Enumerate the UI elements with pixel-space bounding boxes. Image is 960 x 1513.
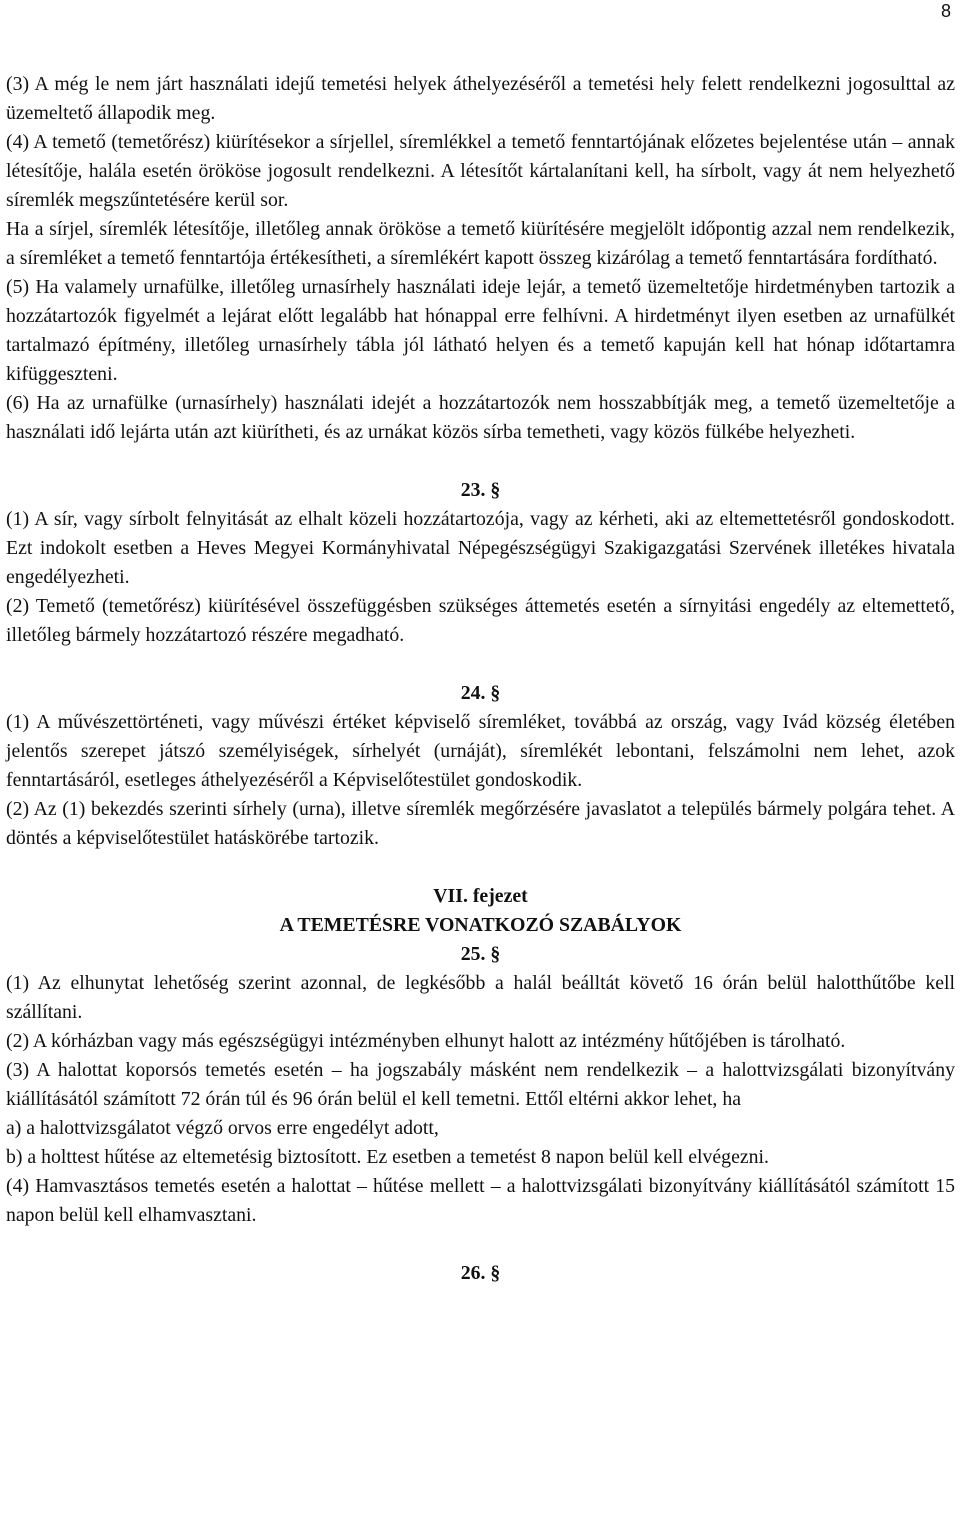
- paragraph-urnafulke-lejarat: (5) Ha valamely urnafülke, illetőleg urnasírhely használati ideje lejár, a temető üzemeltetője hirdetményben tartozik a hozzátartozók figyelmét a lejárat előtt legalább hat hónappal erre felhívni. A hirdetményt ilyen esetben az urnafülkét tartalmazó építmény, illetőleg urnasírhely tábla jól látható helyen és a temető kapuján kell hat hónap időtartamra kifüggeszteni.: [6, 276, 955, 385]
- paragraph-temeto-kiuritese: (4) A temető (temetőrész) kiürítésekor a sírjellel, síremlékkel a temető fenntartójának előzetes bejelentése után – annak létesítője, halála esetén örököse jogosult rendelkezni. A létesítőt kártalanítani kell, ha sírbolt, vagy át nem helyezhető síremlék megszűntetésére kerül sor.: [6, 131, 955, 211]
- chapter-title: A TEMETÉSRE VONATKOZÓ SZABÁLYOK: [279, 914, 682, 936]
- section-heading-23: 23. §: [460, 479, 501, 501]
- paragraph-sirnyitas-kerelem: (1) A sír, vagy sírbolt felnyitását az elhalt közeli hozzátartozója, vagy az kérheti, aki az eltemettetésről gondoskodott. Ezt indokolt esetben a Heves Megyei Kormányhivatal Népegészségügyi Szakigazgatási Szervének illetékes hivatala engedélyezheti.: [6, 508, 955, 588]
- paragraph-temetesi-helyek-athelyezese: (3) A még le nem járt használati idejű temetési helyek áthelyezéséről a temetési hely felett rendelkezni jogosulttal az üzemeltető állapodik meg.: [6, 73, 955, 124]
- list-item-a: a) a halottvizsgálatot végző orvos erre engedélyt adott,: [6, 1117, 439, 1139]
- section-heading-25: 25. §: [460, 943, 501, 965]
- paragraph-siremlek-ertekesitese: Ha a sírjel, síremlék létesítője, illetőleg annak örököse a temető kiürítésére megjelölt időpontig azzal nem rendelkezik, a síremléket a temető fenntartója értékesítheti, a síremlékért kapott összeg kizárólag a temető fenntartására fordítható.: [6, 218, 955, 269]
- document-body: [6, 70, 955, 1288]
- spacer: [6, 447, 955, 476]
- page-number: 8: [940, 1, 951, 21]
- paragraph-sirnyitasi-engedely: (2) Temető (temetőrész) kiürítésével összefüggésben szükséges áttemetés esetén a sírnyitási engedély az eltemettető, illetőleg bármely hozzátartozó részére megadható.: [6, 595, 955, 646]
- paragraph-koporsos-temetes: (3) A halottat koporsós temetés esetén – ha jogszabály másként nem rendelkezik – a halottvizsgálati bizonyítvány kiállításától számított 72 órán túl és 96 órán belül el kell temetni. Ettől eltérni akkor lehet, ha: [6, 1059, 955, 1110]
- section-heading-24: 24. §: [460, 682, 501, 704]
- paragraph-megorzesi-javaslat: (2) Az (1) bekezdés szerinti sírhely (urna), illetve síremlék megőrzésére javaslatot a település bármely polgára tehet. A döntés a képviselőtestület hatáskörébe tartozik.: [6, 798, 955, 849]
- paragraph-halotthuto-szallitas: (1) Az elhunytat lehetőség szerint azonnal, de legkésőbb a halál beálltát követő 16 órán belül halotthűtőbe kell szállítani.: [6, 972, 955, 1023]
- spacer: [6, 1230, 955, 1259]
- paragraph-muveszi-siremlekek: (1) A művészettörténeti, vagy művészi értéket képviselő síremléket, továbbá az ország, vagy Ivád község életében jelentős szerepet játszó személyiségek, sírhelyét (urnáját), síremlékét lebontani, felszámolni nem lehet, azok fenntartásáról, esetleges áthelyezéséről a Képviselőtestület gondoskodik.: [6, 711, 955, 791]
- paragraph-urnafulke-kiuritese: (6) Ha az urnafülke (urnasírhely) használati idejét a hozzátartozók nem hosszabbítják meg, a temető üzemeltetője a használati idő lejárta után azt kiürítheti, és az urnákat közös sírba temetheti, vagy közös fülkébe helyezheti.: [6, 392, 955, 443]
- chapter-number: VII. fejezet: [433, 885, 528, 907]
- list-item-b: b) a holttest hűtése az eltemetésig biztosított. Ez esetben a temetést 8 napon belül kell elvégezni.: [6, 1146, 769, 1168]
- paragraph-korhazi-tarolas: (2) A kórházban vagy más egészségügyi intézményben elhunyt halott az intézmény hűtőjében is tárolható.: [6, 1030, 846, 1052]
- section-heading-26: 26. §: [460, 1262, 501, 1284]
- spacer: [6, 650, 955, 679]
- spacer: [6, 853, 955, 882]
- paragraph-hamvasztasos-temetes: (4) Hamvasztásos temetés esetén a halottat – hűtése mellett – a halottvizsgálati bizonyítvány kiállításától számított 15 napon belül kell elhamvasztani.: [6, 1175, 955, 1226]
